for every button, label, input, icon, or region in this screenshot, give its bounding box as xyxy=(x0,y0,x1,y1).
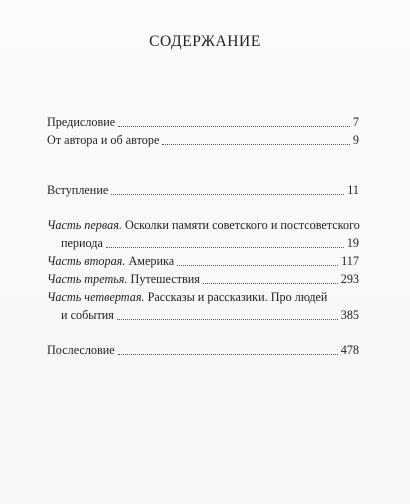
toc-page-number: 478 xyxy=(340,343,359,357)
toc-entry-about-author[interactable] xyxy=(47,131,359,149)
toc-entry-label: Осколки памяти советского и постсоветского xyxy=(124,218,360,232)
dot-leader xyxy=(118,126,350,127)
toc-part-label: Часть вторая. xyxy=(47,254,126,268)
toc-page-number: 7 xyxy=(352,115,359,129)
dot-leader xyxy=(106,247,344,248)
toc-entry-part-two[interactable] xyxy=(47,252,359,270)
toc-page-number: 19 xyxy=(346,236,359,250)
toc-entry-label: Вступление xyxy=(47,183,109,197)
toc-entry-label: Америка xyxy=(128,254,175,268)
toc-page-number: 117 xyxy=(341,254,359,268)
toc-entry-label: Предисловие xyxy=(47,115,116,129)
toc-entry-label: Послесловие xyxy=(47,343,115,357)
dot-leader xyxy=(203,283,338,284)
toc-entry-label: От автора и об авторе xyxy=(47,133,160,147)
toc-entry-preface[interactable] xyxy=(47,113,359,131)
contents-title: СОДЕРЖАНИЕ xyxy=(149,33,261,50)
toc-page-number: 11 xyxy=(347,183,359,197)
toc-page-number: 9 xyxy=(352,133,359,147)
dot-leader xyxy=(111,194,344,195)
toc-part-label: Часть четвертая. xyxy=(47,290,145,304)
toc-part-label: Часть третья. xyxy=(47,272,128,286)
toc-entry-label-continued: периода xyxy=(61,236,103,250)
toc-entry-afterword[interactable] xyxy=(47,341,359,359)
toc-entry-part-one[interactable] xyxy=(47,216,359,252)
dot-leader xyxy=(117,319,338,320)
toc-entry-label: Путешествия xyxy=(130,272,200,286)
toc-part-label: Часть первая. xyxy=(47,218,122,232)
dot-leader xyxy=(177,265,338,266)
dot-leader xyxy=(118,354,338,355)
toc-entry-introduction[interactable] xyxy=(47,181,359,199)
toc-entry-part-three[interactable] xyxy=(47,270,359,288)
toc-page-number: 293 xyxy=(340,272,359,286)
dot-leader xyxy=(162,144,350,145)
toc-entry-label-continued: и события xyxy=(61,308,114,322)
toc-entry-part-four[interactable] xyxy=(47,288,359,324)
toc-entry-label: Рассказы и рассказики. Про людей xyxy=(147,290,328,304)
toc-page-number: 385 xyxy=(340,308,359,322)
